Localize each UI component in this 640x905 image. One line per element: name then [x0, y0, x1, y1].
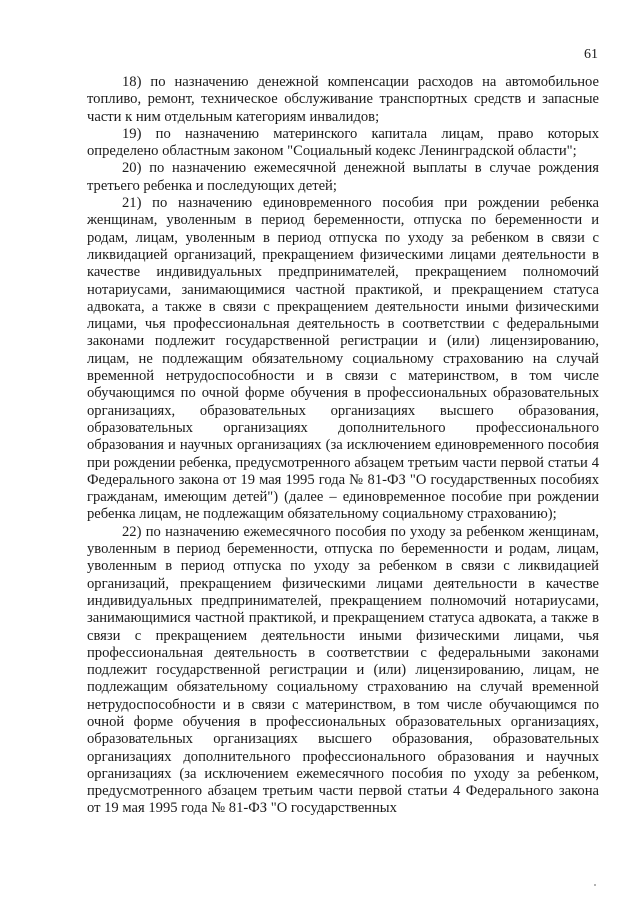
list-item-19: 19) по назначению материнского капитала лицам, право которых определено областным законом "Социальный кодекс Ленинградской области"; — [87, 125, 599, 160]
document-body — [87, 74, 599, 818]
list-item-21: 21) по назначению единовременного пособия при рождении ребенка женщинам, уволенным в период беременности, отпуска по беременности и родам, лицам, уволенным в период отпуска по уходу за ребенком в связи с ликвидацией организаций, прекращением физическими лицами деятельности в качестве индивидуальных предпринимателей, прекращением полномочий нотариусами, занимающимися частной практикой, и прекращением статуса адвоката, а также в связи с прекращением деятельности иными физическими лицами, чья профессиональная деятельность в соответствии с федеральными законами подлежит государственной регистрации и (или) лицензированию, лицам, не подлежащим обязательному социальному страхованию на случай временной нетрудоспособности и в связи с материнством, в том числе обучающимся по очной форме обучения в профессиональных образовательных организациях, образовательных организациях высшего образования, образовательных организациях дополнительного профессионального образования и научных организациях (за исключением единовременного пособия при рождении ребенка, предусмотренного абзацем третьим части первой статьи 4 Федерального закона от 19 мая 1995 года № 81-ФЗ "О государственных пособиях гражданам, имеющим детей") (далее – единовременное пособие при рождении ребенка лицам, не подлежащим обязательному социальному страхованию); — [87, 195, 599, 523]
list-item-20: 20) по назначению ежемесячной денежной выплаты в случае рождения третьего ребенка и последующих детей; — [87, 160, 599, 194]
list-item-22: 22) по назначению ежемесячного пособия по уходу за ребенком женщинам, уволенным в период беременности, отпуска по беременности и родам, лицам, уволенным в период отпуска по уходу за ребенком в связи с ликвидацией организаций, прекращением физическими лицами деятельности в качестве индивидуальных предпринимателей, прекращением полномочий нотариусами, занимающимися частной практикой, и прекращением статуса адвоката, а также в связи с прекращением деятельности иными физическими лицами, чья профессиональная деятельность в соответствии с федеральными законами подлежит государственной регистрации и (или) лицензированию, лицам, не подлежащим обязательному социальному страхованию на случай временной нетрудоспособности и в связи с материнством, в том числе обучающимся по очной форме обучения в профессиональных образовательных организациях, образовательных организациях высшего образования, образовательных организациях дополнительного профессионального образования и научных организациях (за исключением ежемесячного пособия по уходу за ребенком, предусмотренного абзацем третьим части первой статьи 4 Федерального закона от 19 мая 1995 года № 81-ФЗ "О государственных — [87, 523, 599, 817]
page-number: 61 — [584, 47, 598, 62]
scan-speck — [594, 884, 596, 886]
list-item-18: 18) по назначению денежной компенсации расходов на автомобильное топливо, ремонт, техническое обслуживание транспортных средств и запасные части к ним отдельным категориям инвалидов; — [87, 74, 599, 125]
